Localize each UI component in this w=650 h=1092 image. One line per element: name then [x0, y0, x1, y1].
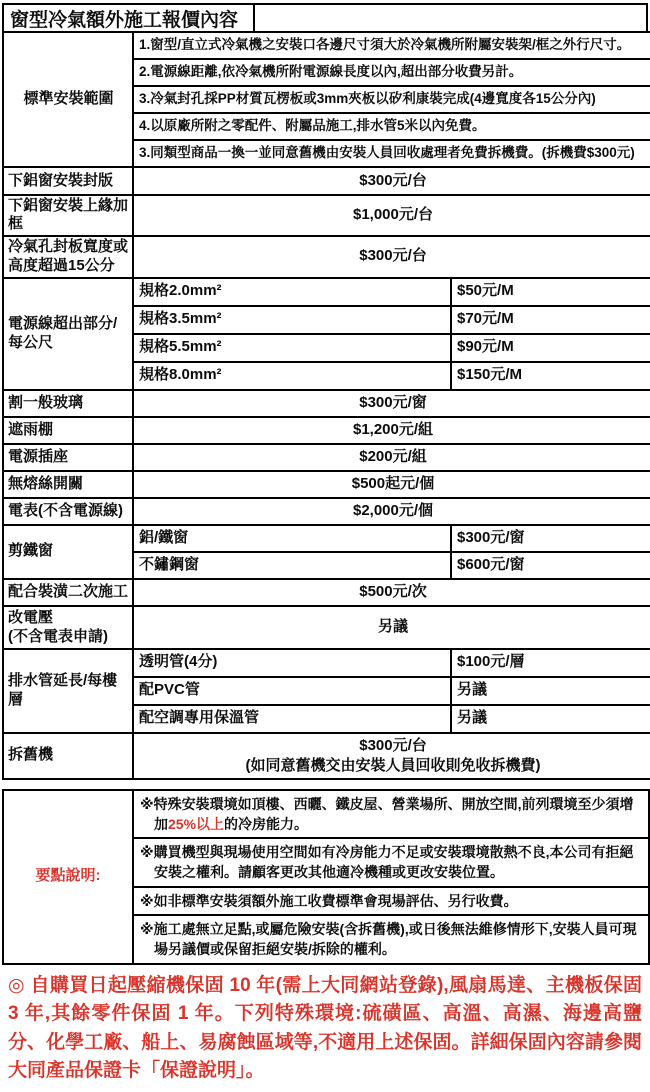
row-label-voltage [3, 606, 133, 649]
power-price-4: $150元/M [451, 362, 650, 390]
row-label-power-cord: 電源線超出部分/每公尺 [3, 278, 133, 390]
row-price-lower-seal: $300元/台 [133, 167, 650, 195]
cut-spec-2: 不鏽鋼窗 [133, 552, 451, 579]
cut-price-1: $300元/窗 [451, 525, 650, 552]
power-spec-1: 規格2.0mm² [133, 278, 451, 306]
voltage-label-line1: 改電壓 [8, 608, 54, 626]
row-label-panel-oversize: 冷氣孔封板寬度或高度超過15公分 [3, 236, 133, 278]
row-price-panel-oversize: $300元/台 [133, 236, 650, 278]
row-price-voltage: 另議 [133, 606, 650, 649]
page-title: 窗型冷氣額外施工報價內容 [4, 5, 255, 31]
note-text-1 [133, 790, 649, 839]
power-price-2: $70元/M [451, 306, 650, 334]
drain-price-3: 另議 [451, 705, 650, 733]
standard-item-4: 4.以原廠所附之零配件、附屬品施工,排水管5米以內免費。 [133, 113, 650, 140]
cut-price-2: $600元/窗 [451, 552, 650, 579]
power-spec-2: 規格3.5mm² [133, 306, 451, 334]
note-1-post: 的冷房能力。 [224, 815, 309, 832]
power-spec-4: 規格8.0mm² [133, 362, 451, 390]
document-title-bar [2, 3, 648, 33]
row-price-meter: $2,000元/個 [133, 498, 650, 525]
row-label-drain-extension: 排水管延長/每樓層 [3, 649, 133, 733]
row-label-cut-window: 剪鐵窗 [3, 525, 133, 579]
table-row-voltage [3, 606, 650, 649]
table-row-removal [3, 733, 650, 779]
note-text-2: ※購買機型與現場使用空間如有冷房能力不足或安裝環境散熱不良,本公司有拒絕安裝之權利。請顧客更改其他適冷機種或更改安裝位置。 [133, 838, 649, 887]
power-price-3: $90元/M [451, 334, 650, 362]
row-label-standard-install: 標準安裝範圍 [3, 32, 133, 167]
row-label-removal: 拆舊機 [3, 733, 133, 779]
row-label-lower-seal: 下鋁窗安裝封版 [3, 167, 133, 195]
standard-item-2: 2.電源線距離,依冷氣機所附電源線長度以內,超出部分收費另計。 [133, 59, 650, 86]
table-row-cut-glass [3, 390, 650, 417]
drain-spec-1: 透明管(4分) [133, 649, 451, 677]
notes-section-label: 要點說明: [3, 790, 133, 964]
row-label-upper-frame: 下鋁窗安裝上緣加框 [3, 195, 133, 236]
warranty-notice: ◎ 自購買日起壓縮機保固 10 年(需上大同網站登錄),風扇馬達、主機板保固 3 年,其餘零件保固 1 年。下列特殊環境:硫磺區、高溫、高濕、海邊高鹽分、化學工廠、船上、易腐蝕區域等,不適用上述保固。詳細保固內容請參閱大同產品保證卡「保證說明」。 [8, 974, 642, 1082]
row-label-renovation: 配合裝潢二次施工 [3, 579, 133, 606]
row-label-outlet: 電源插座 [3, 444, 133, 471]
row-label-awning: 遮雨棚 [3, 417, 133, 444]
cut-spec-1: 鋁/鐵窗 [133, 525, 451, 552]
standard-item-3: 3.冷氣封孔採PP材質瓦楞板或3mm夾板以矽利康裝完成(4邊寬度各15公分內) [133, 86, 650, 113]
removal-price-line1: $300元/台 [359, 737, 427, 755]
table-row-panel-oversize [3, 236, 650, 278]
table-row-awning [3, 417, 650, 444]
power-price-1: $50元/M [451, 278, 650, 306]
standard-item-1: 1.窗型/直立式冷氣機之安裝口各邊尺寸須大於冷氣機所附屬安裝架/框之外行尺寸。 [133, 32, 650, 59]
note-1-pre: ※特殊安裝環境如頂樓、西曬、鐵皮屋、營業場所、開放空間,前列環境至少須增加 [140, 795, 634, 832]
row-price-cut-glass: $300元/窗 [133, 390, 650, 417]
row-price-outlet: $200元/組 [133, 444, 650, 471]
row-price-removal [133, 733, 650, 779]
drain-spec-2: 配PVC管 [133, 677, 451, 705]
removal-price-line2: (如同意舊機交由安裝人員回收則免收拆機費) [245, 756, 541, 774]
table-row-lower-seal [3, 167, 650, 195]
table-row-meter [3, 498, 650, 525]
row-price-awning: $1,200元/組 [133, 417, 650, 444]
standard-item-5: 3.同類型商品一換一並同意舊機由安裝人員回收處理者免費拆機費。(拆機費$300元) [133, 140, 650, 167]
note-row-1 [3, 790, 649, 839]
table-row-breaker [3, 471, 650, 498]
table-row-upper-frame [3, 195, 650, 236]
table-row-drain-1 [3, 649, 650, 677]
drain-price-1: $100元/層 [451, 649, 650, 677]
table-row-outlet [3, 444, 650, 471]
note-1-highlight: 25%以上 [168, 815, 225, 832]
row-label-cut-glass: 割一般玻璃 [3, 390, 133, 417]
title-spacer-cell [255, 5, 646, 31]
row-price-upper-frame: $1,000元/台 [133, 195, 650, 236]
note-text-3: ※如非標準安裝須額外施工收費標準會現場評估、另行收費。 [133, 887, 649, 915]
row-price-renovation: $500元/次 [133, 579, 650, 606]
drain-spec-3: 配空調專用保溫管 [133, 705, 451, 733]
table-row-cut-window-1 [3, 525, 650, 552]
note-text-4: ※施工處無立足點,或屬危險安裝(含拆舊機),或日後無法維修情形下,安裝人員可現場另議價或保留拒絕安裝/拆除的權利。 [133, 915, 649, 964]
power-spec-3: 規格5.5mm² [133, 334, 451, 362]
row-label-breaker: 無熔絲開關 [3, 471, 133, 498]
row-price-breaker: $500起元/個 [133, 471, 650, 498]
table-row-standard-1 [3, 32, 650, 59]
table-row-powercord-1 [3, 278, 650, 306]
voltage-label-line2: (不含電表申請) [8, 628, 108, 646]
key-notes-table [2, 789, 650, 965]
drain-price-2: 另議 [451, 677, 650, 705]
pricing-table [2, 31, 650, 780]
table-row-renovation [3, 579, 650, 606]
row-label-meter: 電表(不含電源線) [3, 498, 133, 525]
